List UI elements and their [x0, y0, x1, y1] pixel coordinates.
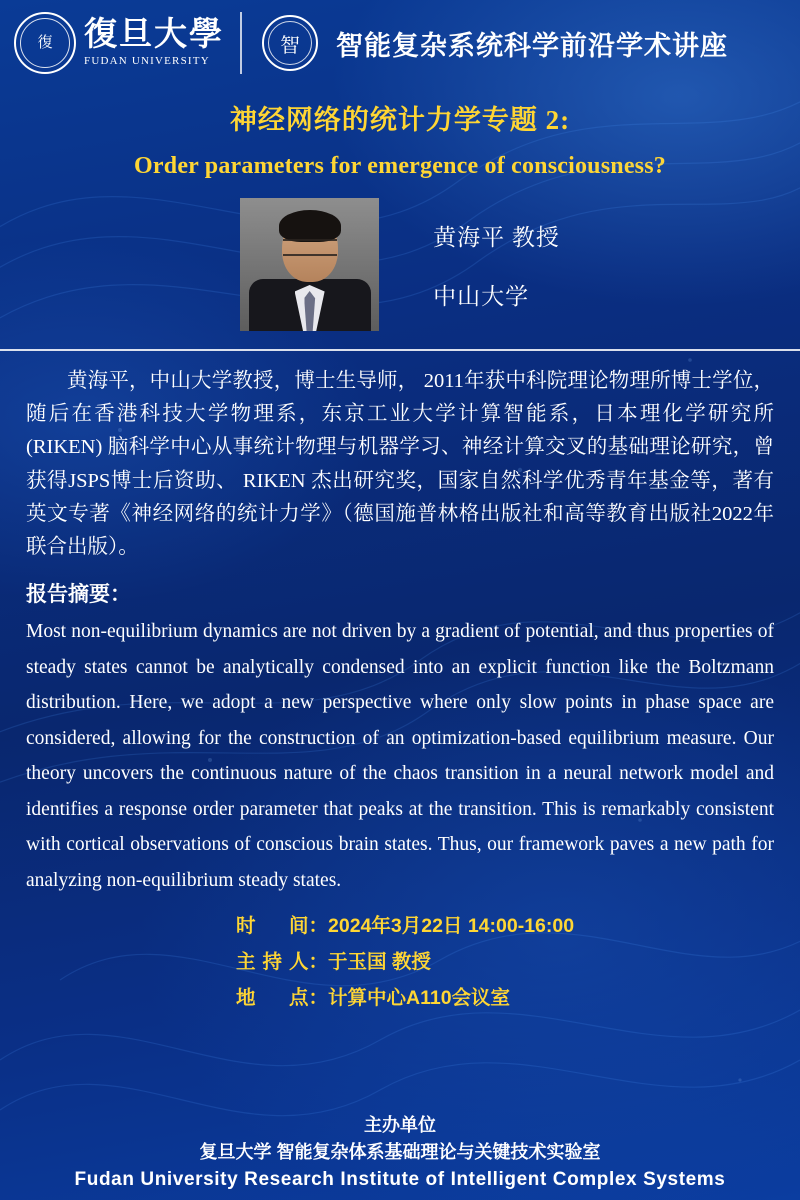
detail-host-value: 于玉国 教授: [328, 951, 431, 974]
institute-seal-icon: [262, 15, 318, 71]
speaker-affiliation: 中山大学: [433, 283, 530, 309]
lecture-series-title: 智能复杂系统科学前沿学术讲座: [336, 30, 728, 61]
photo-hair: [279, 210, 341, 242]
detail-host-label-part3: 人：: [288, 951, 328, 974]
poster-footer: [0, 1112, 800, 1195]
detail-time: [236, 908, 774, 944]
fudan-seal-icon: [14, 12, 76, 74]
university-name-cn: 復旦大學: [84, 17, 224, 53]
speaker-bio: 黄海平，中山大学教授，博士生导师， 2011年获中科院理论物理所博士学位， 随后在香港科技大学物理系，东京工业大学计算智能系，日本理化学研究所(RIKEN) 脑科学中心从事统计物理与机器学习、神经计算交叉的基础理论研究，曾获得JSPS博士后资助、 RIKEN 杰出研究奖，国家自然科学优秀青年基金等，著有英文专著《神经网络的统计力学》（德国施普林格出版社和高等教育出版社2022年联合出版）。: [26, 370, 774, 559]
fudan-name-block: [84, 19, 224, 67]
title-english: Order parameters for emergence of consciousness?: [134, 153, 666, 179]
institute-seal-glyph: 智: [280, 34, 300, 57]
detail-place: [236, 980, 774, 1016]
speaker-name: 黄海平 教授: [433, 224, 560, 250]
speaker-block: [0, 198, 800, 331]
detail-time-label-part1: 时: [236, 915, 256, 938]
organizer-label: 主办单位: [364, 1114, 436, 1135]
fudan-seal-glyph: 復: [37, 34, 53, 51]
abstract-label: 报告摘要：: [26, 582, 131, 607]
speaker-info: [433, 219, 560, 311]
fudan-logo: [14, 12, 224, 74]
detail-time-label: [236, 908, 328, 944]
detail-place-value: 计算中心A110会议室: [328, 987, 511, 1010]
photo-glasses-icon: [283, 239, 337, 256]
event-details: [26, 908, 774, 1016]
speaker-photo: [240, 198, 379, 331]
detail-time-value: 2024年3月22日 14:00-16:00: [328, 915, 575, 938]
detail-place-label-part2: 点：: [288, 987, 328, 1010]
detail-place-label: [236, 980, 328, 1016]
university-name-en: FUDAN UNIVERSITY: [84, 55, 210, 67]
poster-content: [0, 365, 800, 1016]
poster-header: [0, 0, 800, 86]
organizer-name-cn: 复旦大学 智能复杂体系基础理论与关键技术实验室: [199, 1141, 601, 1162]
abstract-text: Most non-equilibrium dynamics are not driven by a gradient of potential, and thus properties of steady states cannot be analytically condensed into an explicit function like the Boltzmann distribution. Here, we adopt a new perspective where only slow points in phase space are considered, allowing for the construction of an optimization-based equilibrium measure. Our theory uncovers the continuous nature of the chaos transition in a neural network model and identifies a response order parameter that peaks at the transition. This is remarkably consistent with cortical observations of conscious brain states. Thus, our framework paves a new path for analyzing non-equilibrium steady states.: [26, 621, 774, 891]
title-chinese: 神经网络的统计力学专题 2:: [229, 105, 571, 135]
section-divider-top: [0, 349, 800, 351]
detail-host-label: [236, 944, 328, 980]
organizer-name-en: Fudan University Research Institute of Intelligent Complex Systems: [74, 1168, 726, 1190]
detail-host-label-part2: 持: [262, 951, 282, 974]
detail-host: [236, 944, 774, 980]
detail-host-label-part1: 主: [236, 951, 256, 974]
detail-place-label-part1: 地: [236, 987, 256, 1010]
detail-time-label-part2: 间：: [288, 915, 328, 938]
header-divider: [240, 12, 242, 74]
